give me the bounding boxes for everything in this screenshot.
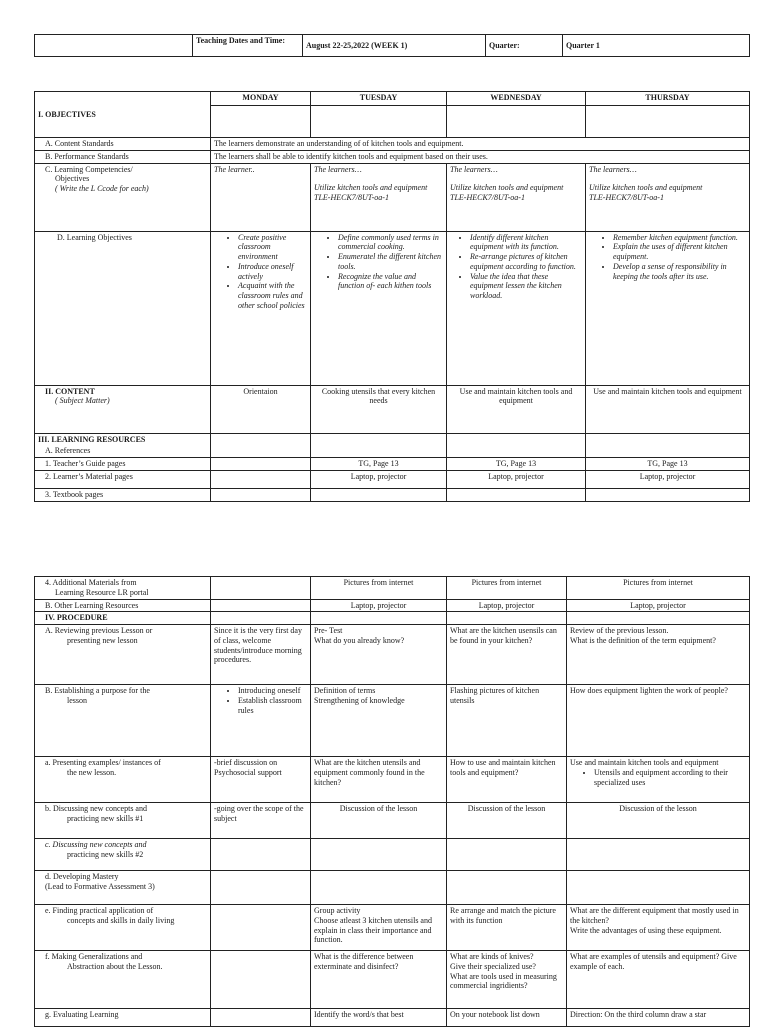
other-resources-thursday: Laptop, projector <box>567 599 750 612</box>
presenting-thursday: Use and maintain kitchen tools and equipment • Utensils and equipment according to their specialized uses <box>567 757 750 803</box>
content-standards-text: The learners demonstrate an understanding of of kitchen tools and equipment. <box>211 138 750 151</box>
competencies-tuesday: The learners… Utilize kitchen tools and equipment TLE-HECK7/8UT-oa-1 <box>311 163 447 231</box>
textbook-pages-label: 3. Textbook pages <box>35 488 211 501</box>
presenting-tuesday: What are the kitchen utensils and equipment commonly found in the kitchen? <box>311 757 447 803</box>
evaluating-label: g. Evaluating Learning <box>35 1009 211 1027</box>
establishing-tuesday: Definition of terms Strengthening of knowledge <box>311 685 447 757</box>
developing-mastery-label: d. Developing Mastery (Lead to Formative Assessment 3) <box>35 871 211 905</box>
learning-objectives-label: D. Learning Objectives <box>35 231 211 385</box>
header-table <box>34 34 750 57</box>
teachers-guide-thursday: TG, Page 13 <box>586 458 750 471</box>
other-resources-label: B. Other Learning Resources <box>35 599 211 612</box>
learners-material-tuesday: Laptop, projector <box>311 470 447 488</box>
presenting-wednesday: How to use and maintain kitchen tools and equipment? <box>447 757 567 803</box>
reviewing-wednesday: What are the kitchen usensils can be found in your kitchen? <box>447 625 567 685</box>
discussing-1-thursday: Discussion of the lesson <box>567 803 750 839</box>
content-wednesday: Use and maintain kitchen tools and equipment <box>447 385 586 433</box>
content-tuesday: Cooking utensils that every kitchen needs <box>311 385 447 433</box>
establishing-purpose-label: B. Establishing a purpose for the lesson <box>35 685 211 757</box>
additional-materials-label: 4. Additional Materials from Learning Resource LR portal <box>35 577 211 600</box>
discussing-1-label: b. Discussing new concepts and practicing new skills #1 <box>35 803 211 839</box>
performance-standards-text: The learners shall be able to identify kitchen tools and equipment based on their uses. <box>211 150 750 163</box>
teachers-guide-wednesday: TG, Page 13 <box>447 458 586 471</box>
other-resources-tuesday: Laptop, projector <box>311 599 447 612</box>
teaching-dates-label: Teaching Dates and Time: <box>193 35 303 57</box>
evaluating-wednesday: On your notebook list down <box>447 1009 567 1027</box>
establishing-wednesday: Flashing pictures of kitchen utensils <box>447 685 567 757</box>
discussing-1-tuesday: Discussion of the lesson <box>311 803 447 839</box>
generalizations-tuesday: What is the difference between exterminate and disinfect? <box>311 951 447 1009</box>
teachers-guide-label: 1. Teacher’s Guide pages <box>35 458 211 471</box>
other-resources-wednesday: Laptop, projector <box>447 599 567 612</box>
practical-tuesday: Group activity Choose atleast 3 kitchen utensils and explain in class their importance and function. <box>311 905 447 951</box>
day-thursday: THURSDAY <box>586 92 750 106</box>
learning-objectives-thursday: • Remember kitchen equipment function. • Explain the uses of different kitchen equipment. • Develop a sense of responsibility in keeping the tools after its use. <box>586 231 750 385</box>
learning-resources-title: III. LEARNING RESOURCES <box>35 433 211 445</box>
day-monday: MONDAY <box>211 92 311 106</box>
references-label: A. References <box>35 445 211 457</box>
content-standards-label: A. Content Standards <box>35 138 211 151</box>
procedure-table <box>34 576 750 1027</box>
reviewing-monday: Since it is the very first day of class, welcome students/introduce morning procedures. <box>211 625 311 685</box>
evaluating-thursday: Direction: On the third column draw a star <box>567 1009 750 1027</box>
teaching-dates-value: August 22-25,2022 (WEEK 1) <box>303 35 486 57</box>
procedure-title: IV. PROCEDURE <box>35 612 211 625</box>
practical-application-label: e. Finding practical application of concepts and skills in daily living <box>35 905 211 951</box>
objectives-title: I. OBJECTIVES <box>35 92 211 138</box>
objectives-table <box>34 91 750 502</box>
establishing-thursday: How does equipment lighten the work of people? <box>567 685 750 757</box>
content-thursday: Use and maintain kitchen tools and equipment <box>586 385 750 433</box>
learners-material-thursday: Laptop, projector <box>586 470 750 488</box>
competencies-label: C. Learning Competencies/ Objectives ( Write the L Ccode for each) <box>35 163 211 231</box>
day-tuesday: TUESDAY <box>311 92 447 106</box>
establishing-monday: • Introducing oneself • Establish classroom rules <box>211 685 311 757</box>
learners-material-label: 2. Learner’s Material pages <box>35 470 211 488</box>
teachers-guide-tuesday: TG, Page 13 <box>311 458 447 471</box>
discussing-2-label: c. Discussing new concepts and practicing new skills #2 <box>35 839 211 871</box>
quarter-label: Quarter: <box>486 35 563 57</box>
learning-objectives-monday: • Create positive classroom environment • Introduce oneself actively • Acquaint with the classroom rules and other school policies <box>211 231 311 385</box>
reviewing-tuesday: Pre- Test What do you already know? <box>311 625 447 685</box>
content-label: II. CONTENT ( Subject Matter) <box>35 385 211 433</box>
quarter-value: Quarter 1 <box>563 35 750 57</box>
performance-standards-label: B. Performance Standards <box>35 150 211 163</box>
additional-materials-thursday: Pictures from internet <box>567 577 750 600</box>
generalizations-thursday: What are examples of utensils and equipment? Give example of each. <box>567 951 750 1009</box>
learning-objectives-tuesday: • Define commonly used terms in commercial cooking. • Enumeratel the different kitchen tools. • Recognize the value and function of- each kithen tools <box>311 231 447 385</box>
practical-thursday: What are the different equipment that mostly used in the kitchen? Write the advantages of using these equipment. <box>567 905 750 951</box>
learners-material-wednesday: Laptop, projector <box>447 470 586 488</box>
presenting-monday: -brief discussion on Psychosocial support <box>211 757 311 803</box>
presenting-examples-label: a. Presenting examples/ instances of the new lesson. <box>35 757 211 803</box>
learning-objectives-wednesday: • Identify different kitchen equipment with its function. • Re-arrange pictures of kitchen equipment according to function. • Value the idea that these equipment lessen the kitchen workload. <box>447 231 586 385</box>
reviewing-lesson-label: A. Reviewing previous Lesson or presenting new lesson <box>35 625 211 685</box>
generalizations-wednesday: What are kinds of knives? Give their specialized use? What are tools used in measuring commercial ingridients? <box>447 951 567 1009</box>
competencies-thursday: The learners… Utilize kitchen tools and equipment TLE-HECK7/8UT-oa-1 <box>586 163 750 231</box>
discussing-1-monday: -going over the scope of the subject <box>211 803 311 839</box>
reviewing-thursday: Review of the previous lesson. What is the definition of the term equipment? <box>567 625 750 685</box>
competencies-monday: The learner.. <box>211 163 311 231</box>
additional-materials-wednesday: Pictures from internet <box>447 577 567 600</box>
discussing-1-wednesday: Discussion of the lesson <box>447 803 567 839</box>
competencies-wednesday: The learners… Utilize kitchen tools and equipment TLE-HECK7/8UT-oa-1 <box>447 163 586 231</box>
header-blank <box>35 35 193 57</box>
generalizations-label: f. Making Generalizations and Abstraction about the Lesson. <box>35 951 211 1009</box>
additional-materials-tuesday: Pictures from internet <box>311 577 447 600</box>
content-monday: Orientaion <box>211 385 311 433</box>
practical-wednesday: Re arrange and match the picture with its function <box>447 905 567 951</box>
evaluating-tuesday: Identify the word/s that best <box>311 1009 447 1027</box>
day-wednesday: WEDNESDAY <box>447 92 586 106</box>
